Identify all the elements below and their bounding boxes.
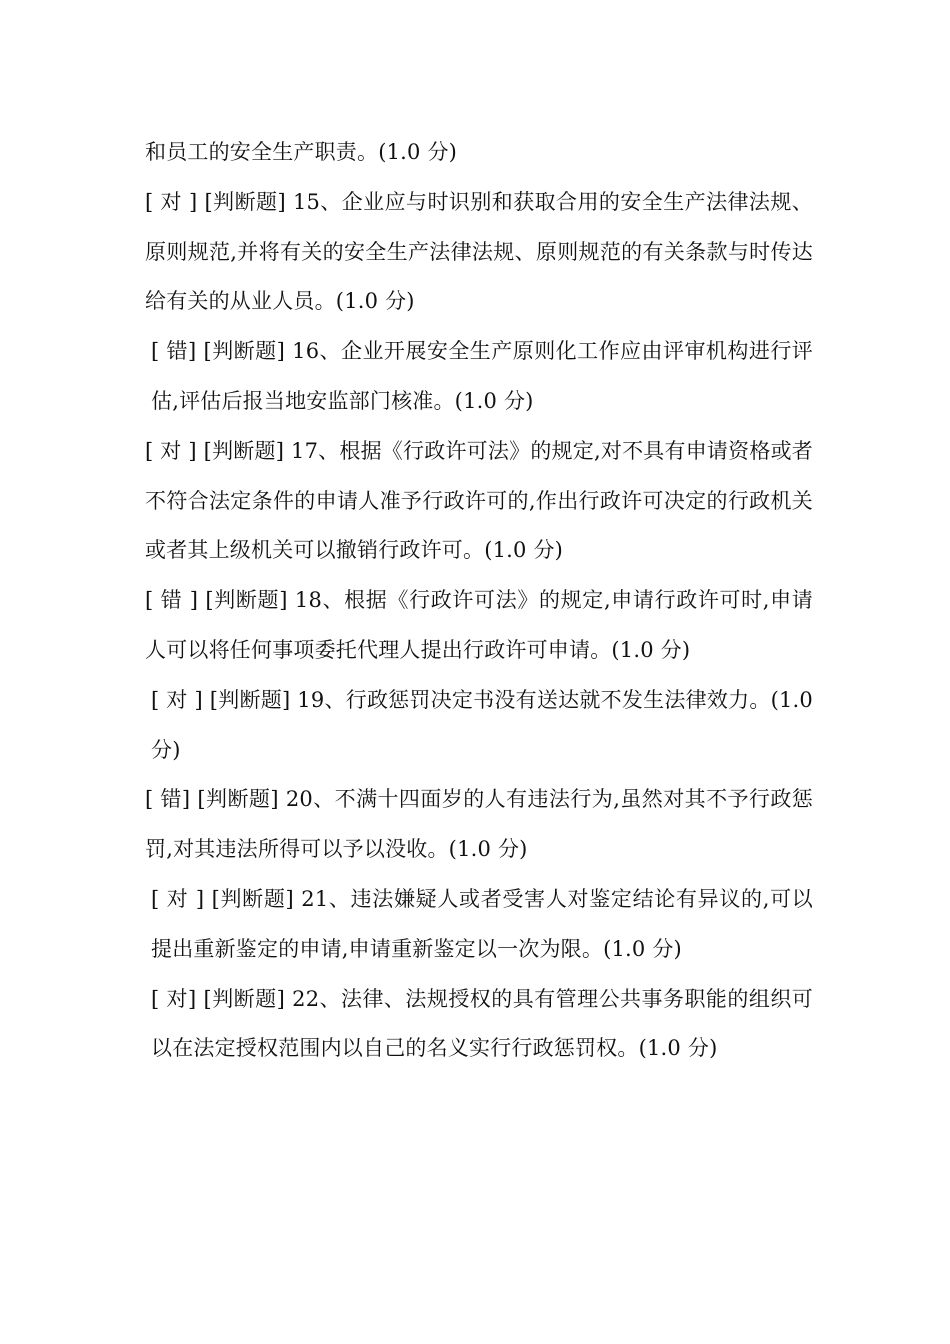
- question-21: [ 对 ] [判断题] 21、违法嫌疑人或者受害人对鉴定结论有异议的,可以提出重新鉴定的申请,申请重新鉴定以一次为限。(1.0 分): [151, 886, 813, 961]
- question-18: [ 错 ] [判断题] 18、根据《行政许可法》的规定,申请行政许可时,申请人可以将任何事项委托代理人提出行政许可申请。(1.0 分): [145, 588, 813, 662]
- question-15: [ 对 ] [判断题] 15、企业应与时识别和获取合用的安全生产法律法规、原则规范,并将有关的安全生产法律法规、原则规范的有关条款与时传达给有关的从业人员。(1.0 分): [145, 189, 813, 314]
- paragraph-continuation: 和员工的安全生产职责。(1.0 分): [145, 140, 458, 164]
- question-19: [ 对 ] [判断题] 19、行政惩罚决定书没有送达就不发生法律效力。(1.0 分): [151, 687, 813, 762]
- question-20: [ 错] [判断题] 20、不满十四面岁的人有违法行为,虽然对其不予行政惩罚,对其违法所得可以予以没收。(1.0 分): [145, 787, 813, 862]
- question-17: [ 对 ] [判断题] 17、根据《行政许可法》的规定,对不具有申请资格或者不符合法定条件的申请人准予行政许可的,作出行政许可决定的行政机关或者其上级机关可以撤销行政许可。(1.0 分): [145, 438, 813, 563]
- document-body: [145, 128, 813, 1074]
- question-16: [ 错] [判断题] 16、企业开展安全生产原则化工作应由评审机构进行评估,评估后报当地安监部门核准。(1.0 分): [151, 339, 813, 413]
- question-22: [ 对] [判断题] 22、法律、法规授权的具有管理公共事务职能的组织可以在法定授权范围内以自己的名义实行行政惩罚权。(1.0 分): [151, 986, 813, 1061]
